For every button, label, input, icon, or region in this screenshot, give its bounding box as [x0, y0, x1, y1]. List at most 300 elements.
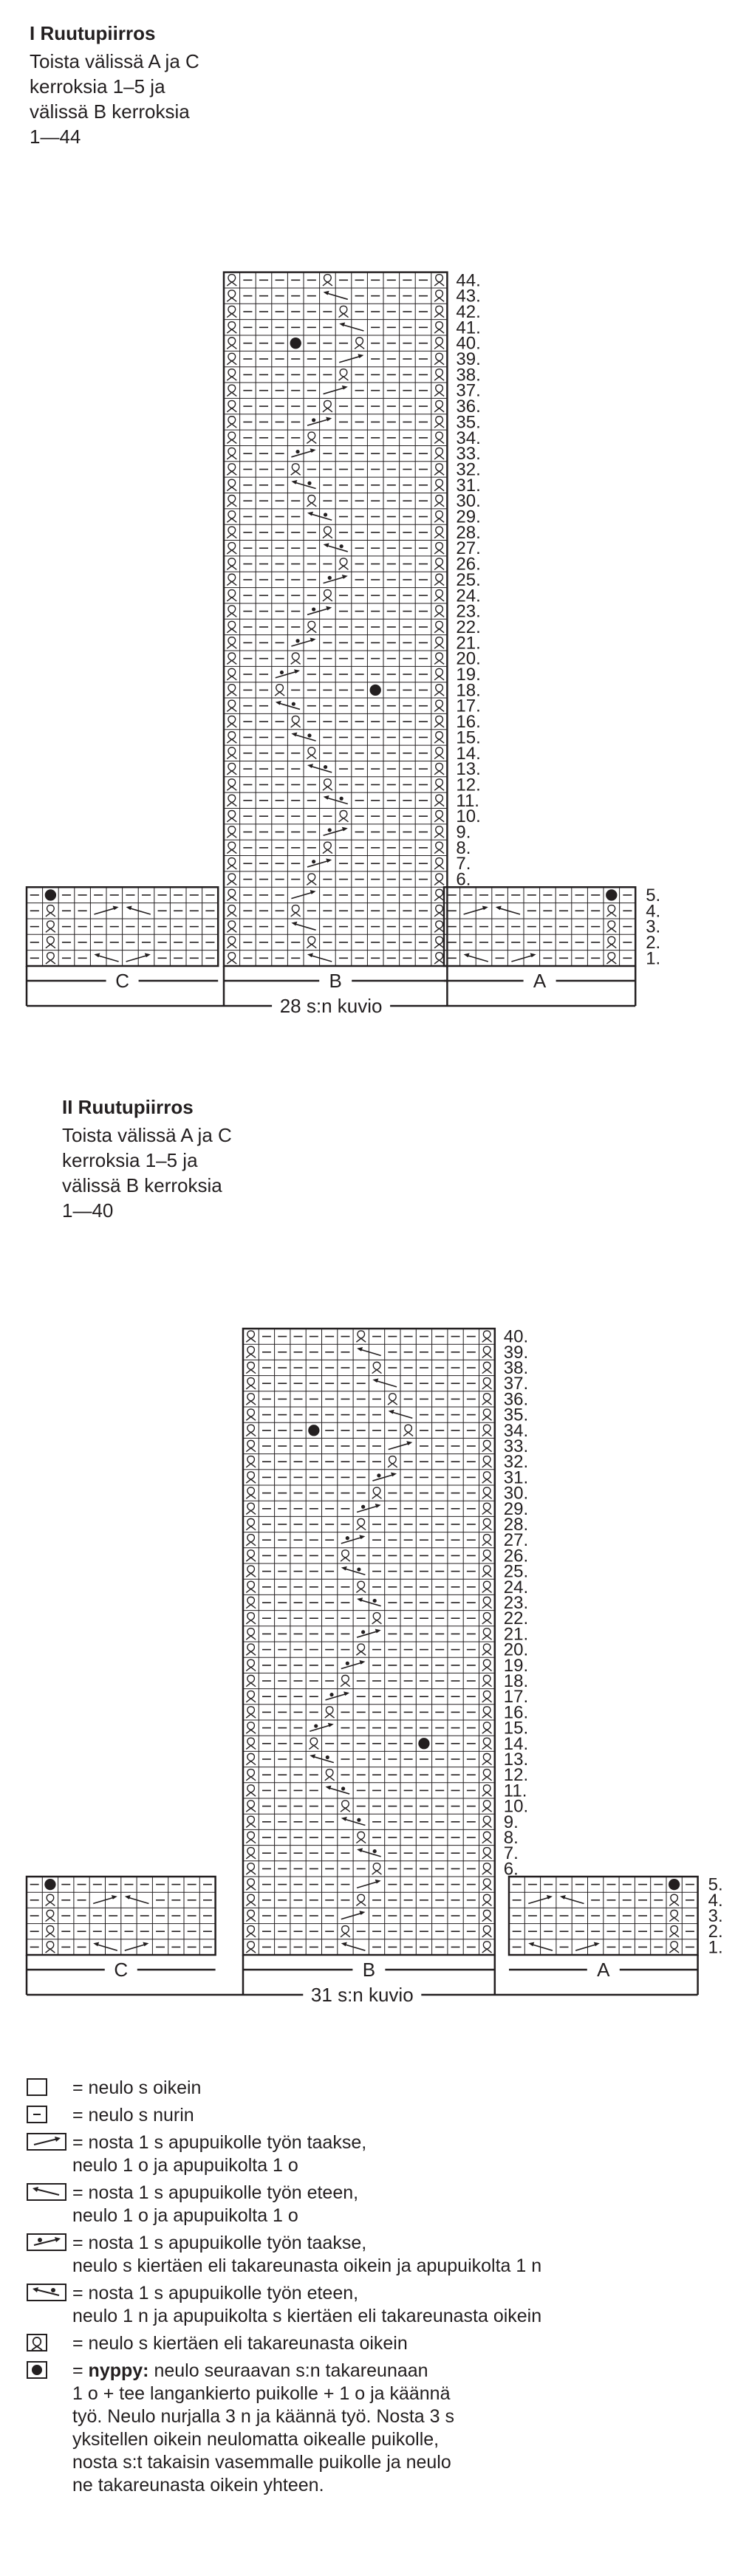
- twisted-stitch-icon: [227, 306, 236, 317]
- chart2-row-number: 4.: [708, 1890, 723, 1911]
- twist-dot: [307, 733, 311, 737]
- cable-back-icon: [27, 2133, 66, 2151]
- twisted-stitch-icon: [307, 432, 316, 443]
- legend-line: ne takareunasta oikein yhteen.: [72, 2475, 324, 2496]
- cable-arrowhead: [482, 905, 488, 910]
- cable-arrowhead: [357, 1848, 363, 1852]
- chart1-desc-line: kerroksia 1–5 ja: [30, 75, 165, 97]
- cable-arrowhead: [528, 1942, 534, 1947]
- twisted-stitch-icon: [434, 795, 444, 806]
- cable-back-line: [307, 609, 329, 615]
- cable-back-line: [341, 1662, 363, 1668]
- cable-back-line: [93, 1897, 114, 1903]
- chart1-row-number: 34.: [456, 428, 481, 448]
- legend-line: nosta s:t takaisin vasemmalle puikolle ja neulo: [72, 2452, 451, 2473]
- chart1-section-a: A: [533, 970, 547, 992]
- twisted-stitch-icon: [227, 400, 236, 411]
- twisted-stitch-icon: [27, 2334, 47, 2351]
- chart2-row-number: 24.: [503, 1577, 529, 1597]
- twisted-stitch-icon: [246, 1472, 256, 1483]
- twisted-stitch-icon: [356, 1518, 366, 1530]
- cable-back-line: [339, 356, 360, 363]
- twisted-stitch-icon: [434, 495, 444, 506]
- chart1-row-number: 39.: [456, 349, 481, 370]
- cable-front-line: [375, 1380, 397, 1386]
- legend-line: = nosta 1 s apupuikolle työn taakse,: [72, 2132, 367, 2153]
- cable-front-line: [360, 1349, 381, 1355]
- chart2-row-number: 27.: [503, 1530, 529, 1551]
- bobble-icon: [370, 685, 381, 696]
- cable-front-line: [310, 766, 332, 773]
- bobble-icon: [606, 889, 617, 900]
- twisted-stitch-icon: [325, 1707, 335, 1718]
- chart2-row-number: 12.: [503, 1765, 529, 1786]
- twisted-stitch-icon: [46, 1942, 55, 1953]
- chart1-row-number: 10.: [456, 806, 481, 827]
- twisted-stitch-icon: [434, 574, 444, 585]
- twisted-stitch-icon: [482, 1848, 492, 1859]
- twisted-stitch-icon: [246, 1816, 256, 1827]
- twisted-stitch-icon: [434, 479, 444, 490]
- chart1-row-number: 40.: [456, 333, 481, 354]
- cable-front-line: [392, 1412, 413, 1418]
- chart1-row-number: 31.: [456, 475, 481, 496]
- twisted-stitch-icon: [434, 826, 444, 837]
- twisted-stitch-icon: [434, 747, 444, 758]
- twisted-stitch-icon: [482, 1628, 492, 1640]
- cable-front-line: [344, 1569, 366, 1575]
- twisted-stitch-icon: [482, 1378, 492, 1389]
- cable-front-line: [96, 1945, 117, 1950]
- cable-back-line: [126, 955, 148, 962]
- twisted-stitch-icon: [434, 543, 444, 554]
- chart1-row-number: 14.: [456, 743, 481, 764]
- twisted-stitch-icon: [388, 1394, 397, 1405]
- twisted-stitch-icon: [307, 747, 316, 758]
- twisted-stitch-icon: [246, 1785, 256, 1796]
- chart2-row-number: 8.: [503, 1828, 519, 1848]
- twisted-stitch-icon: [434, 905, 444, 917]
- twisted-stitch-icon: [227, 653, 236, 664]
- twisted-stitch-icon: [246, 1910, 256, 1921]
- cable-arrowhead: [372, 1378, 378, 1383]
- chart1-row-number: 7.: [456, 854, 471, 874]
- twisted-stitch-icon: [434, 779, 444, 790]
- twisted-stitch-icon: [227, 621, 236, 632]
- chart1-row-number: 22.: [456, 617, 481, 637]
- chart2-row-number: 7.: [503, 1843, 519, 1864]
- twisted-stitch-icon: [246, 1894, 256, 1905]
- twisted-stitch-icon: [669, 1926, 679, 1937]
- chart1-row-number: 32.: [456, 459, 481, 480]
- twisted-stitch-icon: [482, 1440, 492, 1451]
- twisted-stitch-icon: [227, 606, 236, 617]
- chart1-row-number: 24.: [456, 586, 481, 606]
- twisted-stitch-icon: [246, 1456, 256, 1467]
- cable-arrowhead: [126, 905, 132, 910]
- cable-arrowhead: [359, 1535, 365, 1539]
- twisted-stitch-icon: [325, 1770, 335, 1781]
- chart1-row-number: 23.: [456, 601, 481, 622]
- chart1-row-number: 6.: [456, 869, 471, 890]
- twisted-stitch-icon: [323, 275, 332, 286]
- twisted-stitch-icon: [482, 1942, 492, 1953]
- chart1-row-number: 26.: [456, 554, 481, 575]
- twisted-stitch-icon: [227, 716, 236, 727]
- twisted-stitch-icon: [246, 1566, 256, 1577]
- legend-bobble-text: [72, 2360, 736, 2497]
- cable-arrowhead: [358, 354, 363, 358]
- chart2-row-number: 16.: [503, 1702, 529, 1723]
- twisted-stitch-icon: [323, 527, 332, 538]
- legend-cable-back-text: [72, 2131, 736, 2177]
- twisted-stitch-icon: [246, 1409, 256, 1420]
- twisted-stitch-icon: [246, 1440, 256, 1451]
- cable-back-line: [291, 451, 312, 457]
- cable-front-line: [342, 324, 363, 331]
- cable-front-line: [278, 703, 300, 710]
- twisted-stitch-icon: [227, 543, 236, 554]
- twisted-stitch-icon: [246, 1738, 256, 1749]
- twisted-stitch-icon: [227, 417, 236, 428]
- cable-arrowhead: [359, 1911, 365, 1915]
- twisted-stitch-icon: [434, 810, 444, 821]
- chart2-row-number: 37.: [503, 1374, 529, 1394]
- twisted-stitch-icon: [246, 1801, 256, 1812]
- twist-dot: [314, 1724, 318, 1727]
- chart2-row-number: 20.: [503, 1640, 529, 1660]
- chart1-row-number: 17.: [456, 696, 481, 716]
- chart1-section-c: C: [115, 970, 129, 992]
- twisted-stitch-icon: [227, 448, 236, 459]
- twisted-stitch-icon: [323, 400, 332, 411]
- chart1-row-number: 28.: [456, 522, 481, 543]
- twisted-stitch-icon: [482, 1581, 492, 1592]
- twisted-stitch-icon: [482, 1801, 492, 1812]
- chart1-row-number: 35.: [456, 412, 481, 433]
- twisted-stitch-icon: [227, 732, 236, 743]
- twisted-stitch-icon: [434, 874, 444, 885]
- legend-line: neulo 1 o ja apupuikolta 1 o: [72, 2155, 298, 2176]
- twist-dot: [329, 1693, 333, 1696]
- twist-dot: [324, 765, 327, 769]
- twisted-stitch-icon: [246, 1394, 256, 1405]
- cable-arrowhead: [276, 701, 281, 705]
- twisted-stitch-icon: [46, 953, 55, 964]
- twisted-stitch-icon: [227, 936, 236, 948]
- cable-front-line: [531, 1945, 553, 1950]
- bobble-icon: [418, 1738, 429, 1749]
- cable-front-line: [129, 908, 151, 914]
- twisted-stitch-icon: [339, 369, 349, 380]
- chart2-row-number: 33.: [503, 1436, 529, 1456]
- twisted-stitch-icon: [341, 1801, 350, 1812]
- twist-dot: [346, 1662, 349, 1665]
- cable-back-line: [310, 1725, 331, 1731]
- chart2-row-number: 13.: [503, 1750, 529, 1770]
- cable-arrowhead: [310, 448, 316, 453]
- cable-front-line: [563, 1897, 584, 1903]
- twisted-stitch-icon: [227, 290, 236, 301]
- legend-line: yksitellen oikein neulomatta oikealle puikolle,: [72, 2429, 440, 2450]
- cable-back-line: [341, 1913, 363, 1919]
- twisted-stitch-icon: [46, 921, 55, 932]
- cable-front-line: [294, 735, 315, 741]
- chart1-row-number: 13.: [456, 759, 481, 780]
- twisted-stitch-icon: [434, 338, 444, 349]
- chart1-desc-line: välissä B kerroksia: [30, 100, 190, 123]
- twisted-stitch-icon: [434, 921, 444, 932]
- cable-back-line: [357, 1631, 378, 1637]
- cable-arrowhead: [343, 1691, 349, 1696]
- twisted-stitch-icon: [227, 889, 236, 900]
- chart1-row-number: 33.: [456, 444, 481, 465]
- chart2-row-number: 36.: [503, 1389, 529, 1410]
- cable-arrowhead: [291, 733, 297, 737]
- twisted-stitch-icon: [227, 685, 236, 696]
- legend-line: [72, 2360, 736, 2383]
- chart2-row-number: 11.: [503, 1781, 527, 1801]
- cable-back-line: [357, 1882, 378, 1888]
- twist-dot: [373, 1849, 377, 1853]
- twisted-stitch-icon: [227, 795, 236, 806]
- cable-front-icon: [27, 2183, 66, 2201]
- chart1-row-number: 2.: [646, 932, 661, 953]
- chart2-section-a: A: [597, 1959, 610, 1981]
- chart2-desc-line: kerroksia 1–5 ja: [62, 1149, 198, 1171]
- twist-dot: [328, 828, 332, 832]
- twisted-stitch-icon: [227, 590, 236, 601]
- twisted-stitch-icon: [434, 590, 444, 601]
- twisted-stitch-icon: [227, 369, 236, 380]
- cable-back-line: [372, 1475, 394, 1481]
- cable-back-line: [464, 908, 485, 914]
- chart1-row-number: 27.: [456, 538, 481, 559]
- twisted-stitch-icon: [227, 558, 236, 569]
- twisted-stitch-icon: [482, 1472, 492, 1483]
- twisted-stitch-icon: [434, 842, 444, 853]
- chart1-row-number: 19.: [456, 665, 481, 685]
- twisted-stitch-icon: [291, 653, 301, 664]
- cable-back-line: [324, 577, 345, 583]
- knit-icon: [27, 2078, 47, 2096]
- chart1-row-number: 12.: [456, 775, 481, 795]
- twisted-stitch-icon: [307, 495, 316, 506]
- twisted-stitch-icon: [356, 1581, 366, 1592]
- bobble-icon: [44, 1879, 55, 1890]
- cable-arrowhead: [310, 890, 316, 894]
- twisted-stitch-icon: [434, 353, 444, 364]
- twisted-stitch-icon: [482, 1770, 492, 1781]
- twisted-stitch-icon: [434, 936, 444, 948]
- cable-arrowhead: [391, 1473, 397, 1477]
- cable-back-line: [291, 640, 312, 646]
- twisted-stitch-icon: [482, 1722, 492, 1733]
- twisted-stitch-icon: [227, 921, 236, 932]
- twisted-stitch-icon: [246, 1722, 256, 1733]
- chart1-row-number: 16.: [456, 712, 481, 733]
- twist-dot: [346, 1536, 349, 1540]
- twisted-stitch-icon: [246, 1659, 256, 1671]
- twisted-stitch-icon: [482, 1518, 492, 1530]
- chart2-section-b: B: [362, 1959, 376, 1981]
- legend-twist-back-text: [72, 2232, 736, 2278]
- twisted-stitch-icon: [227, 874, 236, 885]
- chart1-row-number: 8.: [456, 837, 471, 858]
- cable-front-line: [294, 924, 315, 931]
- chart1-row-number: 42.: [456, 301, 481, 322]
- chart1-row-number: 5.: [646, 885, 661, 905]
- twisted-stitch-icon: [482, 1535, 492, 1546]
- chart1-row-number: 37.: [456, 380, 481, 401]
- cable-arrowhead: [342, 827, 348, 832]
- cable-arrowhead: [125, 1895, 131, 1900]
- cable-arrowhead: [560, 1895, 566, 1900]
- twisted-stitch-icon: [434, 668, 444, 679]
- chart2-row-number: 2.: [708, 1922, 723, 1942]
- twist-dot: [307, 482, 311, 485]
- cable-front-line: [310, 514, 332, 521]
- twisted-stitch-icon: [356, 1331, 366, 1342]
- twist-dot: [373, 1599, 377, 1603]
- twisted-stitch-icon: [482, 1926, 492, 1937]
- twisted-stitch-icon: [323, 842, 332, 853]
- twisted-stitch-icon: [246, 1597, 256, 1608]
- twisted-stitch-icon: [307, 874, 316, 885]
- twisted-stitch-icon: [291, 464, 301, 475]
- cable-arrowhead: [357, 1347, 363, 1352]
- legend-twisted: [27, 2332, 736, 2355]
- twisted-stitch-icon: [434, 953, 444, 964]
- twist-dot: [326, 1755, 329, 1759]
- twist-front-icon: [27, 2284, 66, 2301]
- cable-arrowhead: [291, 480, 297, 484]
- twisted-stitch-icon: [482, 1707, 492, 1718]
- cable-arrowhead: [310, 1754, 315, 1758]
- twisted-stitch-icon: [341, 1926, 350, 1937]
- twisted-stitch-icon: [246, 1346, 256, 1357]
- twisted-stitch-icon: [482, 1597, 492, 1608]
- cable-front-line: [310, 955, 332, 962]
- twisted-stitch-icon: [246, 1550, 256, 1561]
- twisted-stitch-icon: [246, 1707, 256, 1718]
- legend-twist-back: [27, 2232, 736, 2278]
- twisted-stitch-icon: [434, 716, 444, 727]
- twisted-stitch-icon: [372, 1487, 382, 1498]
- twisted-stitch-icon: [355, 338, 364, 349]
- twisted-stitch-icon: [482, 1785, 492, 1796]
- chart1-desc-line: 1—44: [30, 126, 81, 148]
- twisted-stitch-icon: [482, 1394, 492, 1405]
- twisted-stitch-icon: [246, 1942, 256, 1953]
- twisted-stitch-icon: [434, 448, 444, 459]
- twisted-stitch-icon: [246, 1926, 256, 1937]
- chart2-desc-line: välissä B kerroksia: [62, 1174, 222, 1196]
- twisted-stitch-icon: [356, 1644, 366, 1655]
- cable-arrowhead: [324, 543, 329, 547]
- twisted-stitch-icon: [482, 1738, 492, 1749]
- twisted-stitch-icon: [434, 732, 444, 743]
- twisted-stitch-icon: [482, 1832, 492, 1843]
- chart2-section-c: C: [114, 1959, 129, 1981]
- chart1-row-number: 1.: [646, 948, 661, 969]
- twisted-stitch-icon: [339, 306, 349, 317]
- twisted-stitch-icon: [434, 385, 444, 396]
- twisted-stitch-icon: [372, 1362, 382, 1373]
- twisted-stitch-icon: [356, 1832, 366, 1843]
- twisted-stitch-icon: [227, 747, 236, 758]
- twisted-stitch-icon: [356, 1894, 366, 1905]
- twisted-stitch-icon: [482, 1894, 492, 1905]
- chart2-row-number: 14.: [503, 1733, 529, 1754]
- bobble-icon: [290, 338, 301, 349]
- chart2-row-number: 15.: [503, 1718, 529, 1739]
- twisted-stitch-icon: [482, 1863, 492, 1874]
- twist-dot: [340, 544, 343, 548]
- chart1-row-number: 15.: [456, 727, 481, 748]
- chart2-width-label: 31 s:n kuvio: [310, 1984, 414, 2006]
- cable-arrowhead: [307, 512, 313, 516]
- cable-arrowhead: [342, 386, 348, 390]
- twisted-stitch-icon: [246, 1848, 256, 1859]
- legend-cable-back: [27, 2131, 736, 2177]
- twisted-stitch-icon: [341, 1675, 350, 1686]
- twist-dot: [295, 639, 299, 643]
- bobble-icon: [669, 1879, 680, 1890]
- twisted-stitch-icon: [482, 1362, 492, 1373]
- twisted-stitch-icon: [434, 306, 444, 317]
- cable-arrowhead: [324, 795, 329, 800]
- chart1-row-number: 38.: [456, 365, 481, 386]
- legend-cable-front: [27, 2182, 736, 2227]
- cable-front-line: [312, 1756, 334, 1762]
- twisted-stitch-icon: [246, 1425, 256, 1436]
- purl-icon: [27, 2106, 47, 2123]
- twisted-stitch-icon: [227, 338, 236, 349]
- chart2-desc-line: 1—40: [62, 1199, 114, 1222]
- chart2-row-number: 21.: [503, 1624, 529, 1645]
- chart2-row-number: 23.: [503, 1593, 529, 1613]
- twist-back-icon: [27, 2233, 66, 2251]
- cable-arrowhead: [496, 905, 502, 910]
- twisted-stitch-icon: [482, 1613, 492, 1624]
- chart1-row-number: 21.: [456, 633, 481, 654]
- twisted-stitch-icon: [482, 1910, 492, 1921]
- cable-front-line: [499, 908, 520, 914]
- twisted-stitch-icon: [307, 621, 316, 632]
- twisted-stitch-icon: [482, 1753, 492, 1764]
- cable-arrowhead: [326, 417, 332, 422]
- twisted-stitch-icon: [246, 1613, 256, 1624]
- cable-back-line: [324, 829, 345, 836]
- chart1-row-number: 36.: [456, 397, 481, 417]
- twisted-stitch-icon: [291, 905, 301, 917]
- twisted-stitch-icon: [227, 495, 236, 506]
- cable-arrowhead: [324, 291, 329, 295]
- legend-line: 1 o + tee langankierto puikolle + 1 o ja käännä: [72, 2383, 451, 2404]
- twisted-stitch-icon: [434, 322, 444, 333]
- twisted-stitch-icon: [669, 1910, 679, 1921]
- twisted-stitch-icon: [227, 700, 236, 711]
- chart1-row-number: 29.: [456, 507, 481, 527]
- twisted-stitch-icon: [482, 1425, 492, 1436]
- twisted-stitch-icon: [227, 464, 236, 475]
- cable-back-line: [94, 908, 115, 914]
- twisted-stitch-icon: [434, 275, 444, 286]
- twisted-stitch-icon: [669, 1894, 679, 1905]
- cable-front-line: [327, 293, 348, 300]
- twisted-stitch-icon: [227, 511, 236, 522]
